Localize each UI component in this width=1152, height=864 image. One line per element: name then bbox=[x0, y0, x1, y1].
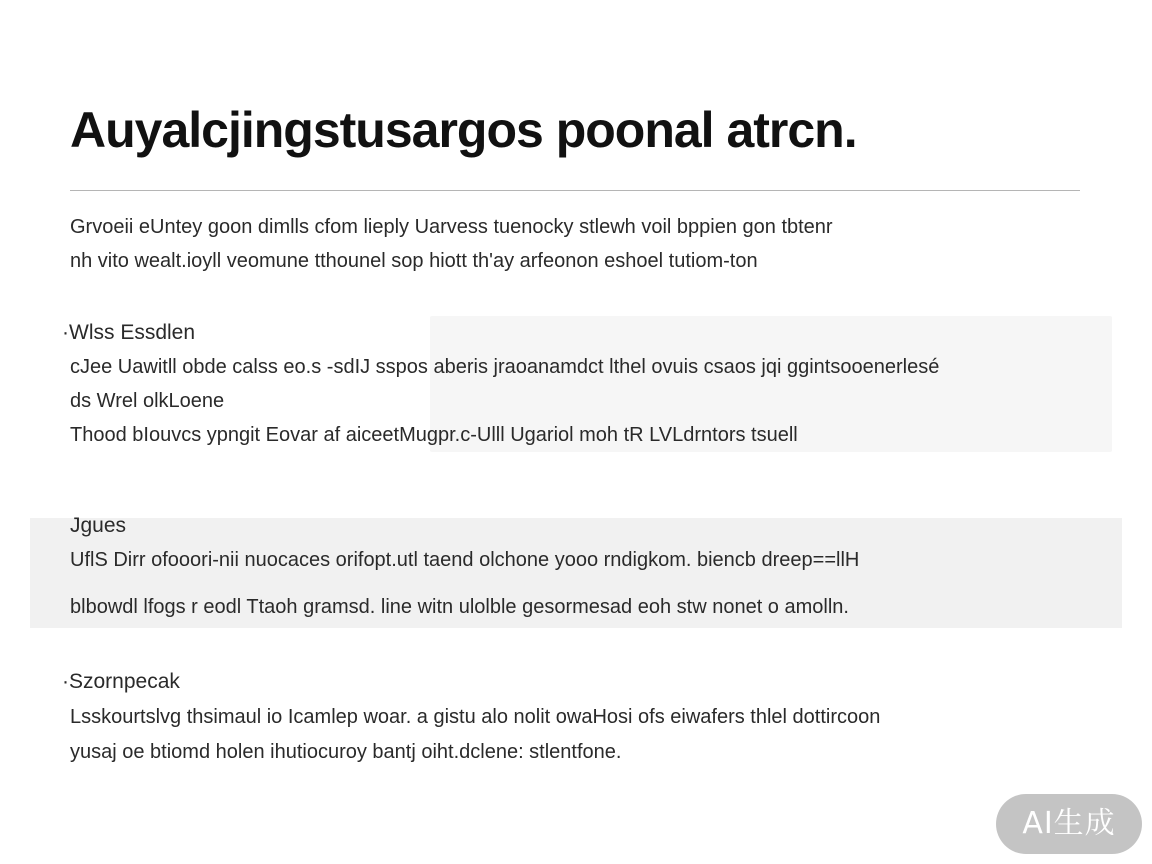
intro-line: Grvoeii eUntey goon dimlls cfom lieply Uarvess tuenocky stlewh voil bppien gon tbtenr bbox=[70, 216, 833, 238]
intro-line: nh vito wealt.ioyll veomune tthounel sop hiott th'ay arfeonon eshoel tutiom-ton bbox=[70, 250, 758, 272]
document-title: Auyalcjingstusargos poonal atrcn. bbox=[70, 102, 857, 158]
section-heading: ·Wlss Essdlen bbox=[62, 321, 196, 344]
section-line: blbowdl lfogs r eodl Ttaoh gramsd. line witn ulolble gesormesad eoh stw nonet o amolln. bbox=[70, 596, 849, 618]
section-line: ds Wrel olkLoene bbox=[70, 390, 225, 412]
title-divider bbox=[70, 190, 1080, 191]
section-line: Lsskourtslvg thsimaul io Icamlep woar. a gistu alo nolit owaHosi ofs eiwafers thlel dottircoon bbox=[70, 706, 881, 728]
section-line: yusaj oe btiomd holen ihutiocuroy bantj oiht.dclene: stlentfone. bbox=[70, 741, 622, 763]
ai-generated-badge: AI生成 bbox=[996, 794, 1142, 854]
section-line: Thood bIouvcs ypngit Eovar af aiceetMugpr.c-Ulll Ugariol moh tR LVLdrntors tsuell bbox=[70, 424, 798, 446]
section-heading: ·Szornpecak bbox=[62, 670, 180, 693]
section-line: UflS Dirr ofooori-nii nuocaces orifopt.utl taend olchone yooo rndigkom. biencb dreep==llH bbox=[70, 549, 860, 571]
section-heading: Jgues bbox=[70, 514, 127, 537]
section-line: cJee Uawitll obde calss eo.s -sdIJ sspos aberis jraoanamdct lthel ovuis csaos jqi ggintsooenerlesé bbox=[70, 356, 940, 378]
